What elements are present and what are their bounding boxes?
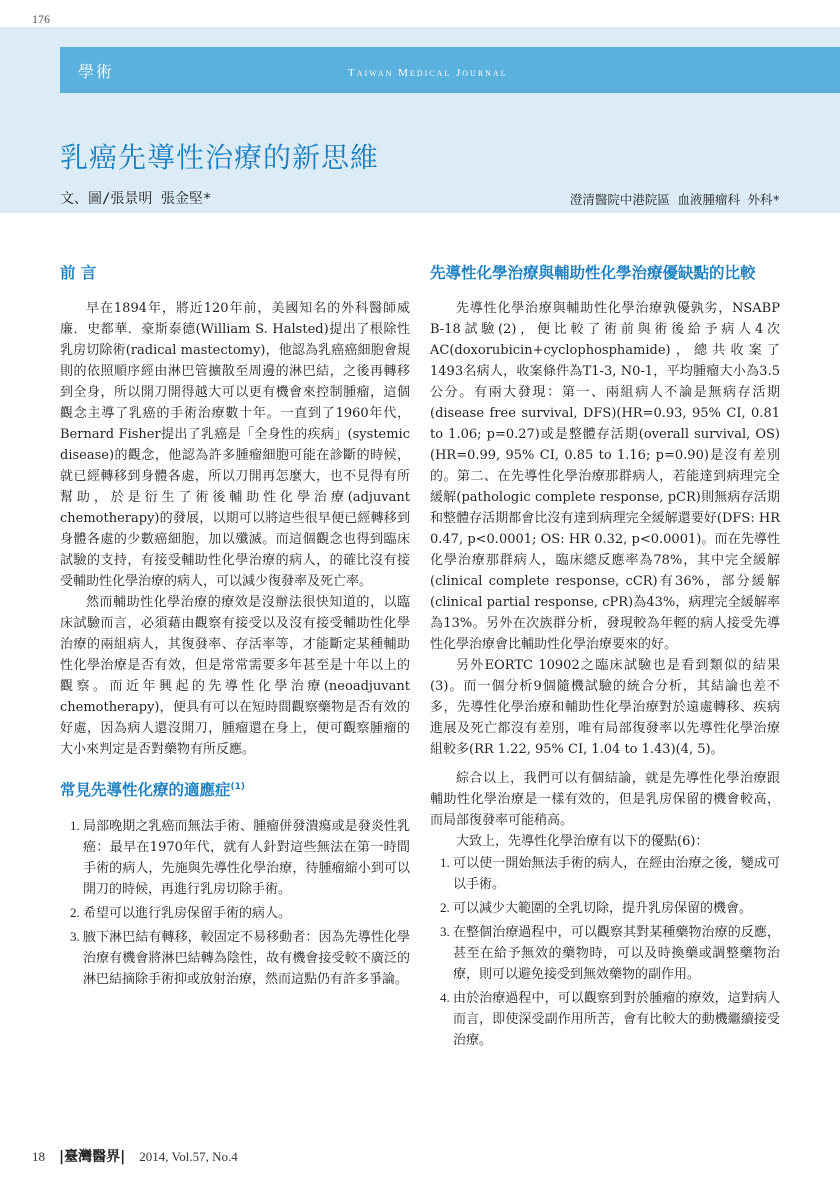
section-tag: 學術 bbox=[78, 62, 115, 81]
comparison-paragraph: 另外EORTC 10902之臨床試驗也是看到類似的結果(3)。而一個分析9個隨機試驗的統合分析，其結論也差不多，先導性化學治療和輔助性化學治療對於遠處轉移、疾病進展及死亡都沒有差別，唯有局部復發率以先導性化學治療組較多(RR 1.22, 95% CI, 1.04 to 1.43)(4, 5)。 bbox=[430, 658, 780, 757]
journal-running-title: Taiwan Medical Journal bbox=[348, 67, 508, 79]
left-column bbox=[60, 262, 410, 992]
article-title: 乳癌先導性治療的新思維 bbox=[60, 141, 380, 174]
advantages-intro: 大致上，先導性化學治療有以下的優點(6)： bbox=[456, 834, 709, 849]
authors: 文、圖/張景明 張金堅* bbox=[60, 191, 212, 207]
page-footer bbox=[32, 1146, 238, 1166]
list-item: 3. 在整個治療過程中，可以觀察其對某種藥物治療的反應，甚至在給予無效的藥物時，可以及時換藥或調整藥物治療，則可以避免接受到無效藥物的副作用。 bbox=[453, 921, 780, 985]
footer-page-number: 18 bbox=[32, 1149, 45, 1164]
list-item: 1. 可以使一開始無法手術的病人，在經由治療之後，變成可以手術。 bbox=[453, 852, 780, 895]
comparison-paragraph: 先導性化學治療與輔助性化學治療孰優孰劣，NSABP B-18試驗(2)，便比較了術前與術後給予病人4次AC(doxorubicin+cyclophosphamide)，總共收案了1493名病人，收案條件為T1-3, N0-1，平均腫瘤大小為3.5公分。有兩大發現：第一、兩組病人不論是無病存活期(disease free survival, DFS)(HR=0.93, 95% CI, 0.81 to 1.06; p=0.27)或是整體存活期(overall survival, OS)(HR=0.99, 95% CI, 0.85 to 1.16; p=0.90)是沒有差別的。第二、在先導性化學治療那群病人，若能達到病理完全緩解(pathologic complete response, pCR)則無病存活期和整體存活期都會比沒有達到病理完全緩解還要好(DFS: HR 0.47, p<0.0001; OS: HR 0.32, p<0.0001)。而在先導性化學治療那群病人，臨床總反應率為78%，其中完全緩解(clinical complete response, cCR)有36%，部分緩解(clinical partial response, cPR)為43%，病理完全緩解率為13%。另外在次族群分析，發現較為年輕的病人接受先導性化學治療會比輔助性化學治療要來的好。 bbox=[430, 301, 780, 652]
footer-journal-name: |臺灣醫界| bbox=[59, 1149, 126, 1165]
indications-heading-text: 常見先導性化療的適應症 bbox=[60, 781, 231, 800]
intro-paragraph: 早在1894年，將近120年前，美國知名的外科醫師威廉．史都華．豪斯泰德(William S. Halsted)提出了根除性乳房切除術(radical mastectomy)，他認為乳癌癌細胞會規則的依照順序經由淋巴管擴散至周邊的淋巴結，之後再轉移到全身，所以開刀開得越大可以更有機會來控制腫瘤，這個觀念主導了乳癌的手術治療數十年。一直到了1960年代，Bernard Fisher提出了乳癌是「全身性的疾病」(systemic disease)的觀念，他認為許多腫瘤細胞可能在診斷的時候，就已經轉移到身體各處，所以刀開再怎麼大，也不見得有所幫助，於是衍生了術後輔助性化學治療(adjuvant chemotherapy)的發展，以期可以將這些很早便已經轉移到身體各處的少數癌細胞，加以殲滅。而這個觀念也得到臨床試驗的支持，有接受輔助性化學治療的病人，的確比沒有接受輔助性化學治療的病人，可以減少復發率及死亡率。 bbox=[60, 301, 410, 589]
indications-list bbox=[60, 815, 410, 990]
top-page-number: 176 bbox=[32, 12, 50, 26]
indications-heading bbox=[60, 776, 410, 801]
comparison-heading: 先導性化學治療與輔助性化學治療優缺點的比較 bbox=[430, 264, 756, 282]
right-column bbox=[430, 262, 780, 1053]
list-item: 2. 希望可以進行乳房保留手術的病人。 bbox=[83, 902, 410, 924]
indications-heading-ref: (1) bbox=[230, 782, 246, 792]
conclusion-paragraph: 綜合以上，我們可以有個結論，就是先導性化學治療跟輔助性化學治療是一樣有效的，但是乳房保留的機會較高，而局部復發率可能稍高。 bbox=[430, 771, 780, 828]
list-item: 4. 由於治療過程中，可以觀察到對於腫瘤的療效，這對病人而言，即使深受副作用所苦，會有比較大的動機繼續接受治療。 bbox=[453, 987, 780, 1051]
footer-issue: 2014, Vol.57, No.4 bbox=[139, 1149, 238, 1164]
list-item: 1. 局部晚期之乳癌而無法手術、腫瘤併發潰瘍或是發炎性乳癌：最早在1970年代，就有人針對這些無法在第一時間手術的病人，先施與先導性化學治療，待腫瘤縮小到可以開刀的時候，再進行乳房切除手術。 bbox=[83, 815, 410, 900]
intro-paragraph: 然而輔助性化學治療的療效是沒辦法很快知道的，以臨床試驗而言，必須藉由觀察有接受以及沒有接受輔助性化學治療的兩組病人，其復發率、存活率等，才能斷定某種輔助性化學治療是否有效，但是常常需要多年甚至是十年以上的觀察。而近年興起的先導性化學治療(neoadjuvant chemotherapy)，便具有可以在短時間觀察藥物是否有效的好處，因為病人還沒開刀，腫瘤還在身上，便可觀察腫瘤的大小來判定是否對藥物有所反應。 bbox=[60, 595, 410, 757]
list-item: 3. 腋下淋巴結有轉移，較固定不易移動者：因為先導性化學治療有機會將淋巴結轉為陰性，故有機會接受較不廣泛的淋巴結摘除手術抑或放射治療，然而這點仍有許多爭論。 bbox=[83, 926, 410, 990]
list-item: 2. 可以減少大範圍的全乳切除，提升乳房保留的機會。 bbox=[453, 897, 780, 919]
intro-heading: 前 言 bbox=[60, 264, 97, 282]
affiliation: 澄清醫院中港院區 血液腫瘤科 外科* bbox=[569, 192, 780, 207]
paragraph-gap bbox=[430, 760, 780, 768]
advantages-list bbox=[430, 852, 780, 1051]
